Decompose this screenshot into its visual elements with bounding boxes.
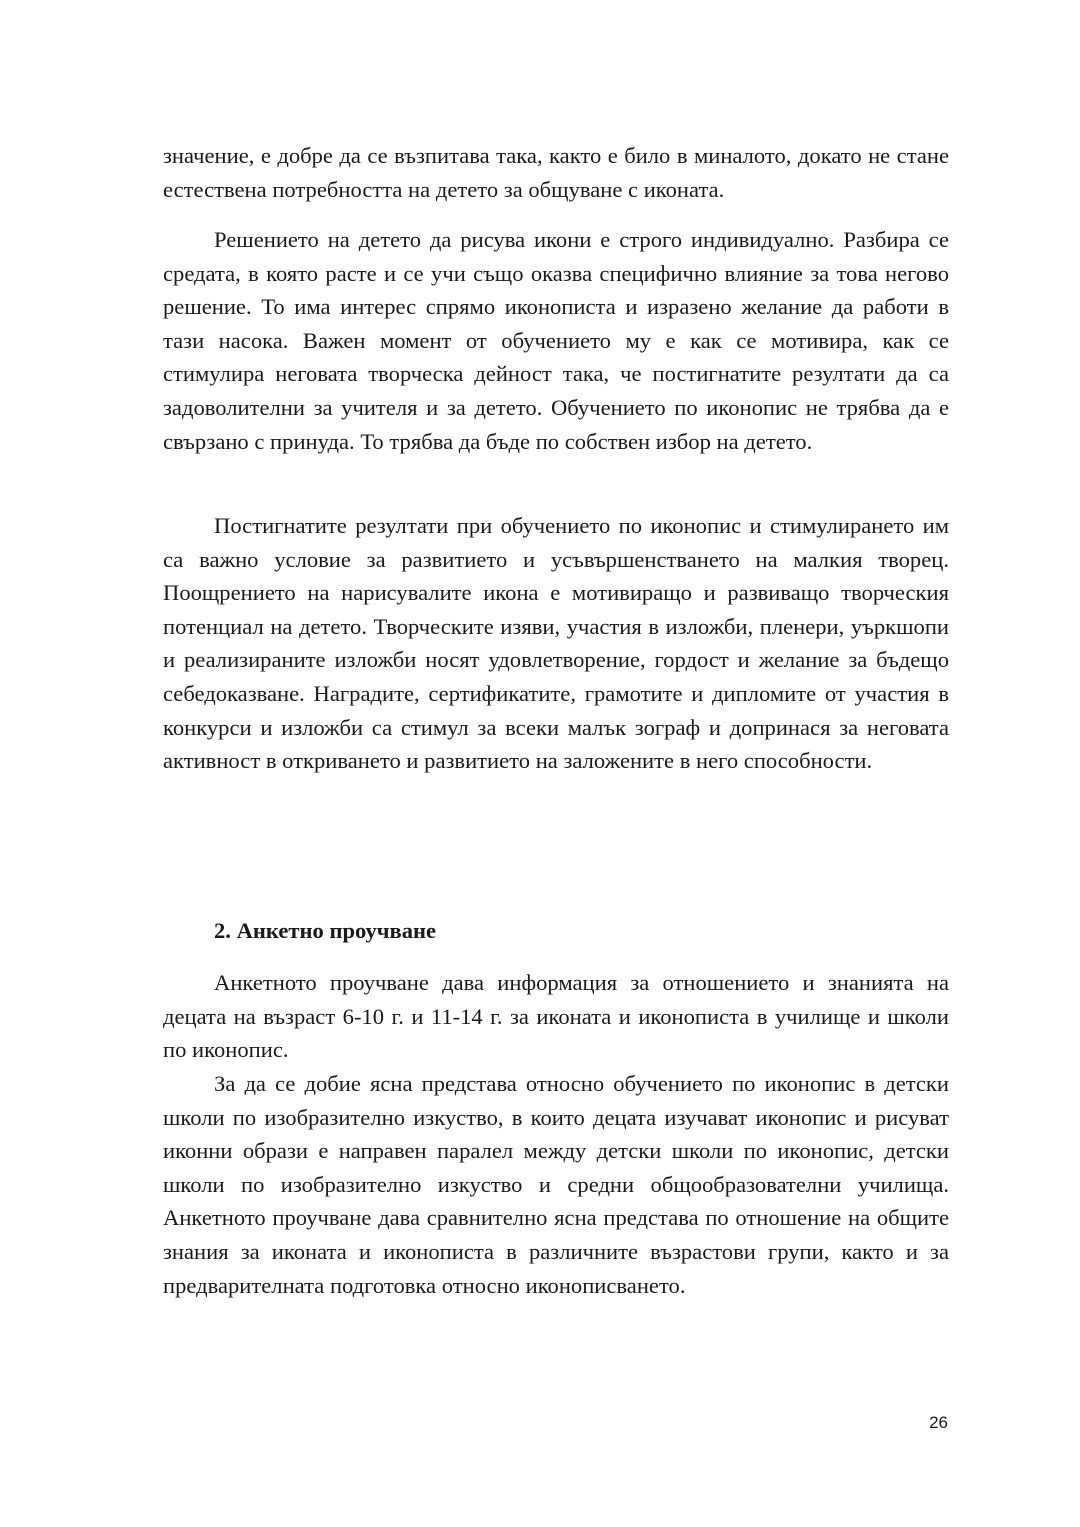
paragraph-child-decision: Решението на детето да рисува икони е строго индивидуално. Разбира се средата, в която расте и се учи също оказва специфично влияние за това негово решение. То има интерес спрямо иконописта и изразено желание да работи в тази насока. Важен момент от обучението му е как се мотивира, как се стимулира неговата творческа дейност така, че постигнатите резултати да са задоволителни за учителя и за детето. Обучението по иконопис не трябва да е свързано с принуда. То трябва да бъде по собствен избор на детето. bbox=[163, 227, 949, 454]
paragraph-survey-details: За да се добие ясна представа относно обучението по иконопис в детски школи по изобразително изкуство, в които децата изучават иконопис и рисуват иконни образи е направен паралел между детски школи по иконопис, детски школи по изобразително изкуство и средни общообразователни училища. Анкетното проучване дава сравнително ясна представа по отношение на общите знания за иконата и иконописта в различните възрастови групи, както и за предварителната подготовка относно иконописването. bbox=[163, 1071, 949, 1298]
page-number: 26 bbox=[929, 1413, 948, 1432]
section-heading: 2. Анкетно проучване bbox=[214, 918, 437, 943]
paragraph-continuation: значение, е добре да се възпитава така, както е било в миналото, докато не стане естествена потребността на детето за общуване с иконата. bbox=[163, 143, 949, 202]
paragraph-achieved-results: Постигнатите резултати при обучението по иконопис и стимулирането им са важно условие за развитието и усъвършенстването на малкия творец. Поощрението на нарисувалите икона е мотивиращо и развиващо творческия потенциал на детето. Творческите изяви, участия в изложби, пленери, уъркшопи и реализираните изложби носят удовлетворение, гордост и желание за бъдещо себедоказване. Наградите, сертификатите, грамотите и дипломите от участия в конкурси и изложби са стимул за всеки малък зограф и допринася за неговата активност в откриването и развитието на заложените в него способности. bbox=[163, 513, 949, 774]
paragraph-survey-intro: Анкетното проучване дава информация за отношението и знанията на децата на възраст 6-10 г. и 11-14 г. за иконата и иконописта в училище и школи по иконопис. bbox=[163, 970, 949, 1063]
